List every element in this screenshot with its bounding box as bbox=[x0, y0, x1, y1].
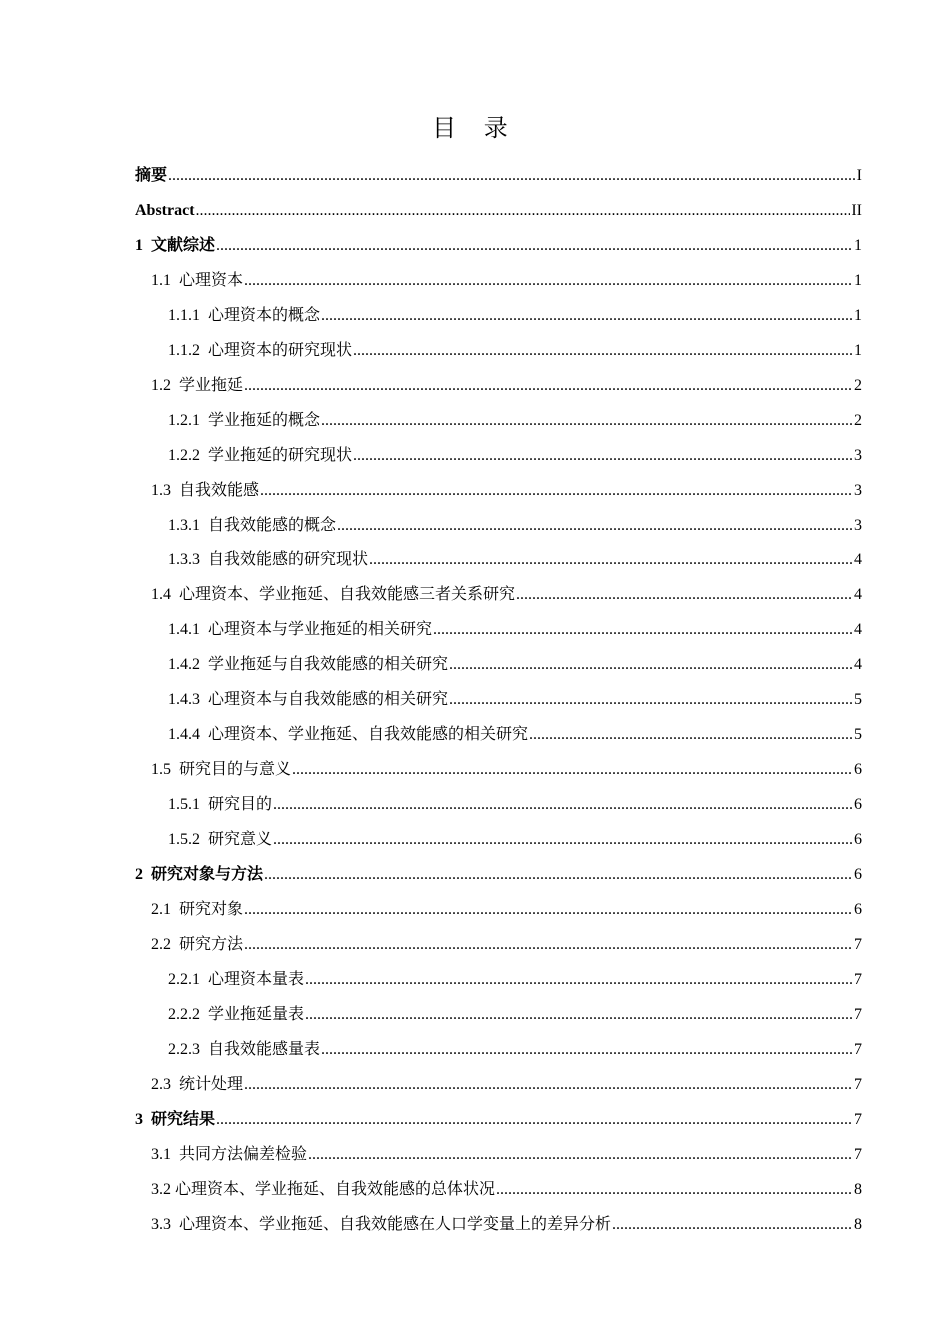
toc-entry[interactable] bbox=[168, 789, 862, 815]
toc-entry-page-number: 3 bbox=[854, 446, 862, 464]
page-title: 目 录 bbox=[432, 114, 518, 142]
toc-entry-label: 2.1 研究对象 bbox=[151, 900, 244, 918]
toc-entry-label: 1.4.4 心理资本、学业拖延、自我效能感的相关研究 bbox=[168, 726, 529, 744]
toc-entry-page-number: II bbox=[851, 201, 862, 219]
toc-entry[interactable] bbox=[168, 999, 862, 1025]
toc-leader-dots bbox=[196, 201, 851, 221]
toc-entry[interactable] bbox=[151, 894, 862, 920]
toc-entry[interactable] bbox=[168, 440, 862, 466]
toc-entry-label: 2 研究对象与方法 bbox=[135, 866, 264, 883]
toc-leader-dots bbox=[244, 271, 853, 291]
toc-entry-label: 1.4 心理资本、学业拖延、自我效能感三者关系研究 bbox=[151, 586, 516, 604]
toc-entry-page-number: 7 bbox=[854, 1005, 862, 1023]
toc-leader-dots bbox=[433, 620, 853, 640]
toc-entry-label: 1.1.1 心理资本的概念 bbox=[168, 306, 321, 324]
toc-entry-label: 1.2 学业拖延 bbox=[151, 376, 244, 394]
toc-entry-label: 3.2 心理资本、学业拖延、自我效能感的总体状况 bbox=[151, 1180, 496, 1198]
toc-entry-page-number: 6 bbox=[854, 866, 862, 883]
toc-entry-page-number: 7 bbox=[854, 970, 862, 988]
toc-entry-label: 1.4.1 心理资本与学业拖延的相关研究 bbox=[168, 621, 433, 639]
toc-entry[interactable] bbox=[135, 160, 862, 186]
toc-entry-page-number: 3 bbox=[854, 481, 862, 499]
toc-entry-page-number: 1 bbox=[854, 306, 862, 324]
toc-entry-label: 1.2.2 学业拖延的研究现状 bbox=[168, 446, 353, 464]
toc-entry-label: 1.5 研究目的与意义 bbox=[151, 761, 292, 779]
toc-entry[interactable] bbox=[168, 614, 862, 640]
toc-leader-dots bbox=[353, 446, 853, 466]
toc-entry-label: 2.2.1 心理资本量表 bbox=[168, 970, 305, 988]
toc-leader-dots bbox=[264, 865, 853, 885]
toc-leader-dots bbox=[216, 1110, 853, 1130]
toc-entry-page-number: 4 bbox=[854, 656, 862, 674]
toc-entry-label: 3.3 心理资本、学业拖延、自我效能感在人口学变量上的差异分析 bbox=[151, 1215, 612, 1233]
toc-leader-dots bbox=[260, 481, 853, 501]
toc-leader-dots bbox=[449, 690, 853, 710]
toc-entry-label: 1.2.1 学业拖延的概念 bbox=[168, 411, 321, 429]
toc-entry-label: 2.3 统计处理 bbox=[151, 1075, 244, 1093]
toc-leader-dots bbox=[244, 935, 853, 955]
toc-entry[interactable] bbox=[151, 265, 862, 291]
toc-entry-page-number: 7 bbox=[854, 1075, 862, 1093]
toc-entry-label: 2.2 研究方法 bbox=[151, 935, 244, 953]
toc-entry[interactable] bbox=[168, 824, 862, 850]
toc-entry-page-number: 1 bbox=[854, 271, 862, 289]
toc-entry-label: 摘要 bbox=[135, 167, 168, 184]
toc-entry[interactable] bbox=[168, 964, 862, 990]
toc-entry-page-number: 3 bbox=[854, 516, 862, 534]
toc-entry[interactable] bbox=[168, 719, 862, 745]
toc-leader-dots bbox=[516, 585, 853, 605]
toc-entry-page-number: 7 bbox=[854, 1145, 862, 1163]
toc-entry[interactable] bbox=[135, 859, 862, 885]
toc-entry-page-number: 7 bbox=[854, 1040, 862, 1058]
toc-entry-page-number: 8 bbox=[854, 1180, 862, 1198]
toc-entry[interactable] bbox=[168, 649, 862, 675]
toc-leader-dots bbox=[308, 1145, 853, 1165]
toc-leader-dots bbox=[292, 760, 853, 780]
toc-entry-page-number: 1 bbox=[854, 341, 862, 359]
toc-entry-page-number: 8 bbox=[854, 1215, 862, 1233]
toc-entry-page-number: 5 bbox=[854, 726, 862, 744]
toc-leader-dots bbox=[305, 1005, 853, 1025]
toc-leader-dots bbox=[321, 1040, 853, 1060]
toc-leader-dots bbox=[244, 900, 853, 920]
toc-leader-dots bbox=[216, 236, 853, 256]
toc-leader-dots bbox=[496, 1180, 853, 1200]
toc-leader-dots bbox=[353, 341, 853, 361]
toc-entry[interactable] bbox=[151, 1174, 862, 1200]
toc-entry-page-number: 5 bbox=[854, 691, 862, 709]
toc-leader-dots bbox=[321, 306, 853, 326]
toc-leader-dots bbox=[369, 550, 853, 570]
toc-leader-dots bbox=[305, 970, 853, 990]
toc-entry[interactable] bbox=[135, 230, 862, 256]
toc-entry-page-number: 2 bbox=[854, 376, 862, 394]
toc-entry-label: 1.4.2 学业拖延与自我效能感的相关研究 bbox=[168, 656, 449, 674]
toc-entry[interactable] bbox=[168, 335, 862, 361]
toc-entry-label: 1.3.1 自我效能感的概念 bbox=[168, 516, 337, 534]
toc-entry[interactable] bbox=[151, 475, 862, 501]
toc-leader-dots bbox=[273, 830, 853, 850]
toc-leader-dots bbox=[337, 516, 853, 536]
toc-entry-page-number: 7 bbox=[854, 935, 862, 953]
toc-entry-label: 3 研究结果 bbox=[135, 1110, 216, 1128]
toc-leader-dots bbox=[244, 1075, 853, 1095]
toc-entry[interactable] bbox=[151, 754, 862, 780]
toc-entry[interactable] bbox=[151, 1209, 862, 1235]
toc-entry[interactable] bbox=[168, 510, 862, 536]
toc-entry-label: 2.2.2 学业拖延量表 bbox=[168, 1005, 305, 1023]
toc-entry[interactable] bbox=[168, 300, 862, 326]
toc-entry-page-number: 2 bbox=[854, 411, 862, 429]
toc-entry[interactable] bbox=[168, 684, 862, 710]
toc-entry[interactable] bbox=[151, 929, 862, 955]
toc-entry-label: 3.1 共同方法偏差检验 bbox=[151, 1145, 308, 1163]
toc-leader-dots bbox=[612, 1215, 853, 1235]
toc-entry-page-number: 4 bbox=[854, 621, 862, 639]
toc-entry[interactable] bbox=[151, 370, 862, 396]
toc-leader-dots bbox=[168, 166, 856, 186]
toc-entry-page-number: I bbox=[856, 167, 862, 184]
toc-entry-label: 1.1 心理资本 bbox=[151, 271, 244, 289]
toc-entry-page-number: 6 bbox=[854, 900, 862, 918]
toc-entry-page-number: 4 bbox=[854, 551, 862, 569]
toc-leader-dots bbox=[244, 376, 853, 396]
toc-entry-page-number: 6 bbox=[854, 761, 862, 779]
toc-entry[interactable] bbox=[135, 1104, 862, 1130]
toc-entry-label: 1.4.3 心理资本与自我效能感的相关研究 bbox=[168, 691, 449, 709]
toc-entry-page-number: 6 bbox=[854, 831, 862, 849]
toc-entry-page-number: 7 bbox=[854, 1110, 862, 1128]
toc-entry[interactable] bbox=[168, 544, 862, 570]
toc-entry[interactable] bbox=[168, 1034, 862, 1060]
toc-entry[interactable] bbox=[168, 405, 862, 431]
toc-entry-label: 1.1.2 心理资本的研究现状 bbox=[168, 341, 353, 359]
toc-entry-page-number: 4 bbox=[854, 586, 862, 604]
toc-entry-label: 1.5.2 研究意义 bbox=[168, 831, 273, 849]
toc-entry-label: Abstract bbox=[135, 201, 195, 219]
toc-leader-dots bbox=[321, 411, 853, 431]
toc-entry[interactable] bbox=[151, 579, 862, 605]
toc-entry-label: 1.3.3 自我效能感的研究现状 bbox=[168, 551, 369, 569]
toc-entry-page-number: 6 bbox=[854, 796, 862, 814]
toc-leader-dots bbox=[449, 655, 853, 675]
toc-entry-label: 2.2.3 自我效能感量表 bbox=[168, 1040, 321, 1058]
toc-entry[interactable] bbox=[151, 1139, 862, 1165]
toc-entry-label: 1 文献综述 bbox=[135, 236, 216, 254]
toc-entry-label: 1.3 自我效能感 bbox=[151, 481, 260, 499]
toc-entry-label: 1.5.1 研究目的 bbox=[168, 796, 273, 814]
toc-entry[interactable] bbox=[151, 1069, 862, 1095]
toc-entry[interactable] bbox=[135, 195, 862, 221]
toc-leader-dots bbox=[529, 725, 853, 745]
toc-leader-dots bbox=[273, 795, 853, 815]
toc-entry-page-number: 1 bbox=[854, 236, 862, 254]
